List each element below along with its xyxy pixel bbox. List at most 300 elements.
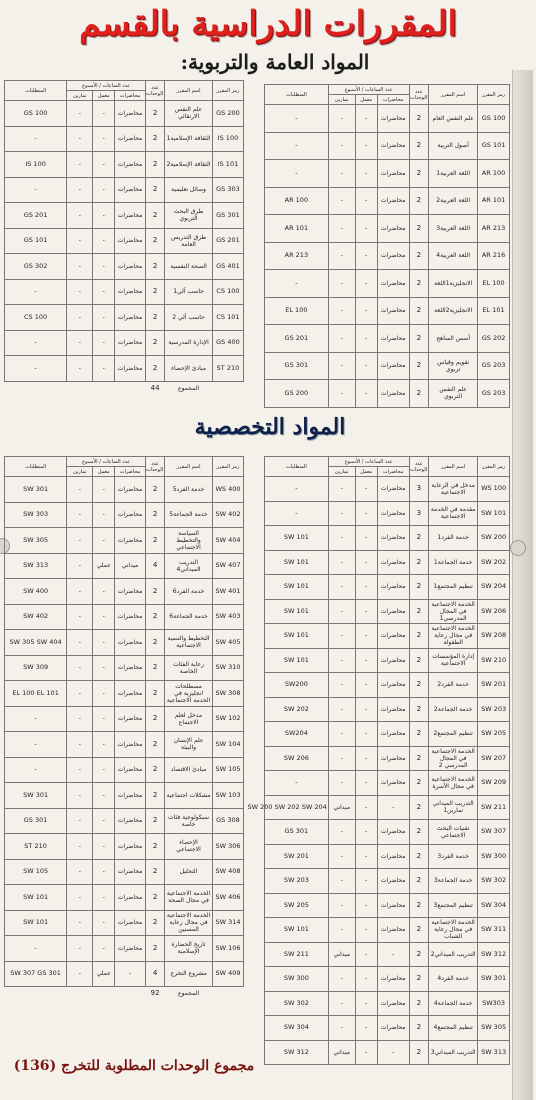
course-prereq: -: [5, 126, 67, 152]
course-lecture: محاضرات: [377, 893, 409, 918]
course-lab: -: [355, 746, 377, 771]
course-units: 2: [409, 697, 429, 722]
course-lab: -: [93, 681, 115, 707]
course-units: 2: [409, 550, 429, 575]
course-lecture: -: [377, 795, 409, 820]
total-value: 44: [150, 383, 160, 392]
course-units: 2: [409, 575, 429, 600]
course-units: 2: [409, 820, 429, 845]
course-name: الإدارة المدرسية: [165, 330, 213, 356]
course-lecture: محاضرات: [377, 160, 409, 188]
specialized-courses-table-right: [247, 456, 510, 1065]
course-units: 2: [146, 228, 165, 254]
course-code: SW 203: [478, 697, 510, 722]
course-exercises: -: [328, 624, 355, 649]
course-prereq: -: [265, 160, 329, 188]
course-prereq: SW 211: [265, 942, 329, 967]
course-units: 2: [146, 681, 165, 707]
course-exercises: -: [328, 673, 355, 698]
course-lecture: محاضرات: [114, 757, 145, 783]
course-units: 2: [146, 706, 165, 732]
course-prereq: CS 100: [5, 305, 67, 331]
course-code: SW 312: [478, 942, 510, 967]
course-lecture: محاضرات: [377, 501, 409, 526]
table-row: [265, 673, 510, 698]
general-courses-table-left: [4, 80, 244, 395]
header-code: رمز المقرر: [212, 81, 243, 101]
course-lab: -: [93, 279, 115, 305]
course-lab: -: [93, 757, 115, 783]
course-name: مشكلات اجتماعية: [165, 783, 213, 809]
course-units: 2: [409, 352, 429, 380]
course-lecture: محاضرات: [114, 783, 145, 809]
course-name: خدمة الفرد3: [429, 844, 478, 869]
table-row: [265, 380, 510, 408]
course-code: GS 202: [478, 325, 510, 353]
course-exercises: -: [67, 101, 93, 127]
course-prereq: ST 210: [5, 834, 67, 860]
course-units: 2: [409, 624, 429, 649]
header-name: اسم المقرر: [165, 457, 213, 477]
course-code: AR 213: [478, 215, 510, 243]
course-units: 2: [409, 215, 429, 243]
course-lab: -: [355, 648, 377, 673]
course-code: SW303: [478, 991, 510, 1016]
course-name: طرق التدريس العامة: [165, 228, 213, 254]
table-row: [265, 352, 510, 380]
table-row: [265, 869, 510, 894]
course-code: ST 210: [212, 356, 243, 382]
course-lab: -: [355, 697, 377, 722]
graduation-units-note: مجموع الوحدات المطلوبة للتخرج (136): [13, 1058, 255, 1074]
course-code: GS 201: [212, 228, 243, 254]
course-code: WS 100: [478, 477, 510, 502]
table-row: [265, 160, 510, 188]
course-prereq: -: [265, 501, 329, 526]
header-units: عدد الوحدات: [409, 85, 429, 105]
course-prereq: SW 101: [5, 910, 67, 936]
course-prereq: GS 201: [265, 325, 329, 353]
header-lab: معمل: [93, 91, 115, 101]
course-code: SW 401: [212, 579, 243, 605]
course-lecture: محاضرات: [377, 746, 409, 771]
course-name: التخطيط والتنمية الاجتماعية: [165, 630, 213, 656]
course-code: SW 103: [212, 783, 243, 809]
total-label: المجموع: [178, 384, 200, 392]
course-units: 2: [146, 126, 165, 152]
table-row: [265, 270, 510, 298]
course-units: 2: [409, 942, 429, 967]
course-prereq: SW 302: [265, 991, 329, 1016]
course-name: تنظيم المجتمع3: [429, 893, 478, 918]
course-name: تاريخ الحضارة الإسلامية: [165, 936, 213, 962]
course-name: التحليل: [165, 859, 213, 885]
course-prereq: GS 301: [265, 352, 329, 380]
course-lecture: محاضرات: [377, 187, 409, 215]
table-row: [265, 132, 510, 160]
course-units: 4: [146, 553, 165, 579]
course-prereq: SW 202: [265, 697, 329, 722]
table-row: [5, 254, 244, 280]
course-lab: -: [93, 356, 115, 382]
course-exercises: -: [328, 1016, 355, 1041]
course-lecture: ميداني: [114, 553, 145, 579]
course-units: 2: [409, 526, 429, 551]
course-units: 2: [146, 356, 165, 382]
course-units: 2: [146, 630, 165, 656]
course-lab: -: [355, 501, 377, 526]
course-name: أسس المناهج: [429, 325, 478, 353]
course-lab: -: [355, 967, 377, 992]
course-code: SW 304: [478, 893, 510, 918]
course-lecture: محاضرات: [114, 910, 145, 936]
course-code: SW 305: [478, 1016, 510, 1041]
course-lecture: محاضرات: [114, 101, 145, 127]
table-row: [5, 305, 244, 331]
course-lecture: محاضرات: [114, 528, 145, 554]
course-lab: -: [93, 808, 115, 834]
course-prereq: SW 402: [5, 604, 67, 630]
course-units: 3: [409, 477, 429, 502]
course-name: علم النفس التربوي: [429, 380, 478, 408]
course-exercises: -: [328, 722, 355, 747]
course-name: خدمة الفرد6: [165, 579, 213, 605]
course-code: SW 300: [478, 844, 510, 869]
course-lab: -: [355, 624, 377, 649]
course-code: GS 301: [212, 203, 243, 229]
course-exercises: -: [328, 477, 355, 502]
table-row: [265, 297, 510, 325]
course-lab: -: [355, 105, 377, 133]
course-exercises: -: [328, 991, 355, 1016]
section-specialized-title: المواد التخصصية: [194, 414, 346, 440]
course-name: خدمة الفرد5: [165, 477, 213, 503]
course-lecture: محاضرات: [377, 967, 409, 992]
course-lecture: محاضرات: [114, 477, 145, 503]
course-exercises: -: [328, 132, 355, 160]
course-exercises: -: [328, 380, 355, 408]
course-prereq: SW 312: [265, 1040, 329, 1065]
course-units: 2: [146, 502, 165, 528]
table-row: [5, 655, 244, 681]
course-prereq: AR 101: [265, 215, 329, 243]
course-prereq: SW 101: [5, 885, 67, 911]
course-units: 2: [146, 254, 165, 280]
course-lecture: محاضرات: [114, 630, 145, 656]
header-lecture: محاضرات: [114, 467, 145, 477]
course-code: SW 206: [478, 599, 510, 624]
course-prereq: SW 309: [5, 655, 67, 681]
course-code: SW 200: [478, 526, 510, 551]
course-exercises: -: [67, 961, 93, 987]
table-row: [5, 783, 244, 809]
course-code: SW 210: [478, 648, 510, 673]
course-prereq: GS 301: [5, 808, 67, 834]
course-name: مصطلحات انجليزية في الخدمة الاجتماعية: [165, 681, 213, 707]
table-row: [265, 1016, 510, 1041]
course-code: GS 303: [212, 177, 243, 203]
course-prereq: EL 100 EL 101: [5, 681, 67, 707]
course-exercises: -: [328, 869, 355, 894]
course-units: 3: [409, 501, 429, 526]
course-prereq: GS 201: [5, 203, 67, 229]
table-row: [5, 604, 244, 630]
course-prereq: SW 305: [5, 528, 67, 554]
course-exercises: -: [67, 553, 93, 579]
course-name: التدريب الميداني تمارين1: [429, 795, 478, 820]
table-row: [265, 575, 510, 600]
table-row: [5, 936, 244, 962]
course-exercises: -: [67, 834, 93, 860]
course-lecture: محاضرات: [377, 477, 409, 502]
course-name: مدخل لعلم الاجتماع: [165, 706, 213, 732]
course-prereq: SW 101: [265, 550, 329, 575]
course-lecture: محاضرات: [114, 834, 145, 860]
course-units: 2: [409, 869, 429, 894]
table-row: [5, 477, 244, 503]
course-name: تنظيم المجتمع4: [429, 1016, 478, 1041]
table-row: [5, 885, 244, 911]
table-row: [5, 101, 244, 127]
course-lab: -: [355, 918, 377, 943]
course-lab: -: [355, 575, 377, 600]
course-prereq: SW 307 GS 301: [5, 961, 67, 987]
header-units: عدد الوحدات: [146, 81, 165, 101]
course-lecture: محاضرات: [377, 297, 409, 325]
course-code: SW 201: [478, 673, 510, 698]
course-units: 2: [146, 783, 165, 809]
course-name: رعاية الفئات الخاصة: [165, 655, 213, 681]
course-prereq: -: [5, 706, 67, 732]
course-name: تنظيم المجتمع2: [429, 722, 478, 747]
course-exercises: -: [328, 697, 355, 722]
course-code: SW 406: [212, 885, 243, 911]
course-code: EL 100: [478, 270, 510, 298]
course-code: GS 308: [212, 808, 243, 834]
table-row: [265, 844, 510, 869]
course-units: 2: [409, 673, 429, 698]
course-name: اللغة العربية2: [429, 187, 478, 215]
course-lab: -: [93, 885, 115, 911]
course-exercises: -: [67, 579, 93, 605]
course-lecture: محاضرات: [377, 673, 409, 698]
course-prereq: SW 201: [265, 844, 329, 869]
course-lab: -: [93, 732, 115, 758]
table-row: [5, 681, 244, 707]
course-lecture: محاضرات: [377, 697, 409, 722]
course-code: SW 105: [212, 757, 243, 783]
table-row: [265, 187, 510, 215]
course-units: 2: [146, 655, 165, 681]
course-prereq: EL 100: [265, 297, 329, 325]
header-lab: معمل: [93, 467, 115, 477]
course-name: مدخل في الرعاية الاجتماعية: [429, 477, 478, 502]
course-exercises: -: [328, 297, 355, 325]
course-units: 2: [146, 177, 165, 203]
course-lecture: محاضرات: [114, 330, 145, 356]
header-code: رمز المقرر: [478, 457, 510, 477]
table-row: [5, 834, 244, 860]
course-code: IS 101: [212, 152, 243, 178]
course-lecture: محاضرات: [377, 575, 409, 600]
course-units: 2: [409, 187, 429, 215]
course-lab: -: [93, 330, 115, 356]
course-code: CS 101: [212, 305, 243, 331]
course-code: GS 400: [212, 330, 243, 356]
course-units: 2: [146, 859, 165, 885]
course-lab: -: [93, 228, 115, 254]
course-exercises: -: [328, 893, 355, 918]
header-lecture: محاضرات: [377, 95, 409, 105]
course-name: وسائل تعليمية: [165, 177, 213, 203]
course-lecture: محاضرات: [377, 771, 409, 796]
course-prereq: GS 101: [5, 228, 67, 254]
course-exercises: -: [67, 910, 93, 936]
course-lab: -: [355, 869, 377, 894]
table-row: [265, 795, 510, 820]
course-lab: -: [93, 152, 115, 178]
course-exercises: -: [328, 746, 355, 771]
course-lab: -: [93, 910, 115, 936]
course-units: 2: [146, 101, 165, 127]
course-code: SW 207: [478, 746, 510, 771]
course-name: حاسب آلي 2: [165, 305, 213, 331]
course-units: 2: [146, 936, 165, 962]
course-name: مبادئ الاقتصاد: [165, 757, 213, 783]
course-lab: -: [93, 528, 115, 554]
table-row: [265, 771, 510, 796]
header-lecture: محاضرات: [377, 467, 409, 477]
table-row: [265, 599, 510, 624]
course-lab: -: [93, 834, 115, 860]
course-lab: -: [355, 1040, 377, 1065]
course-exercises: -: [67, 477, 93, 503]
course-units: 2: [409, 297, 429, 325]
course-exercises: -: [328, 352, 355, 380]
course-lab: -: [355, 242, 377, 270]
course-exercises: -: [67, 356, 93, 382]
course-prereq: SW 301: [5, 477, 67, 503]
course-name: علم الإنسان والبيئة: [165, 732, 213, 758]
course-units: 2: [409, 160, 429, 188]
course-prereq: SW 101: [265, 918, 329, 943]
course-name: مشروع التخرج: [165, 961, 213, 987]
course-lecture: محاضرات: [377, 242, 409, 270]
course-exercises: -: [67, 783, 93, 809]
course-units: 2: [409, 844, 429, 869]
course-lab: -: [93, 126, 115, 152]
course-code: SW 302: [478, 869, 510, 894]
course-lab: -: [355, 942, 377, 967]
header-prereq: المتطلبات: [5, 457, 67, 477]
table-row: [5, 126, 244, 152]
course-prereq: SW 313: [5, 553, 67, 579]
course-lab: -: [355, 1016, 377, 1041]
course-name: إدارة المؤسسات الاجتماعية: [429, 648, 478, 673]
course-lab: -: [355, 380, 377, 408]
course-lab: -: [93, 101, 115, 127]
course-lecture: محاضرات: [114, 177, 145, 203]
course-code: GS 401: [212, 254, 243, 280]
course-lecture: محاضرات: [114, 859, 145, 885]
table-row: [265, 991, 510, 1016]
course-lab: -: [93, 783, 115, 809]
course-prereq: SW 303: [5, 502, 67, 528]
course-name: خدمة الجماعة1: [429, 550, 478, 575]
course-prereq: SW 203: [265, 869, 329, 894]
course-lab: -: [93, 254, 115, 280]
course-lecture: محاضرات: [377, 820, 409, 845]
course-prereq: -: [5, 279, 67, 305]
course-code: SW 204: [478, 575, 510, 600]
course-name: الخدمة الاجتماعية في مجال رعاية الشباب: [429, 918, 478, 943]
course-code: SW 306: [212, 834, 243, 860]
page-title: المقررات الدراسية بالقسم: [79, 4, 457, 44]
table-row: [265, 697, 510, 722]
table-row: [265, 550, 510, 575]
course-lecture: محاضرات: [114, 885, 145, 911]
course-lab: -: [355, 160, 377, 188]
course-exercises: -: [67, 126, 93, 152]
course-units: 2: [146, 528, 165, 554]
course-units: 2: [146, 885, 165, 911]
course-units: 2: [146, 477, 165, 503]
course-exercises: -: [328, 501, 355, 526]
header-prereq: المتطلبات: [5, 81, 67, 101]
course-lecture: محاضرات: [377, 991, 409, 1016]
table-row: [5, 177, 244, 203]
course-name: حاسب آلي1: [165, 279, 213, 305]
course-name: تقنيات البحث الاجتماعي: [429, 820, 478, 845]
course-prereq: -: [265, 477, 329, 502]
specialized-courses-table-left: [4, 456, 244, 1001]
course-exercises: -: [67, 655, 93, 681]
course-lecture: محاضرات: [377, 105, 409, 133]
course-code: CS 100: [212, 279, 243, 305]
course-exercises: -: [328, 550, 355, 575]
course-lecture: محاضرات: [377, 1016, 409, 1041]
course-units: 2: [409, 991, 429, 1016]
table-row: [5, 330, 244, 356]
table-row: [265, 477, 510, 502]
course-prereq: GS 100: [5, 101, 67, 127]
course-units: 2: [409, 132, 429, 160]
course-exercises: -: [328, 648, 355, 673]
course-code: GS 100: [478, 105, 510, 133]
course-prereq: SW200: [265, 673, 329, 698]
course-units: 2: [146, 203, 165, 229]
course-name: الانجليزية2اللغة: [429, 297, 478, 325]
course-prereq: -: [265, 270, 329, 298]
course-prereq: SW 101: [265, 575, 329, 600]
course-prereq: SW 205: [265, 893, 329, 918]
course-exercises: -: [328, 187, 355, 215]
course-exercises: -: [67, 859, 93, 885]
table-row: [265, 526, 510, 551]
course-lecture: محاضرات: [114, 254, 145, 280]
course-units: 2: [409, 795, 429, 820]
header-lab: معمل: [355, 467, 377, 477]
course-name: الخدمة الاجتماعية في مجال رعاية المسنين: [165, 910, 213, 936]
course-lab: -: [93, 477, 115, 503]
header-exercises: تمارين: [328, 467, 355, 477]
course-lab: -: [355, 599, 377, 624]
course-lab: -: [93, 579, 115, 605]
course-units: 2: [409, 270, 429, 298]
header-hours-group: عدد الساعات / الأسبوع: [67, 81, 146, 91]
table-row: [265, 215, 510, 243]
header-name: اسم المقرر: [165, 81, 213, 101]
